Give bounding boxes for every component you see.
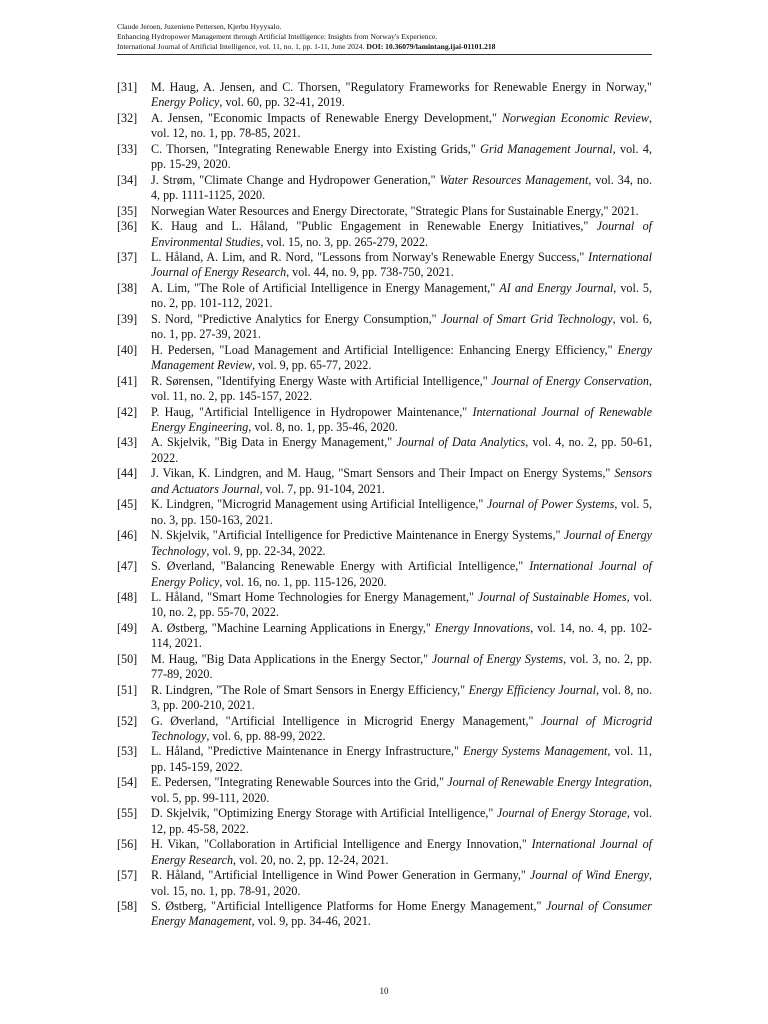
reference-item — [117, 343, 652, 374]
reference-text — [151, 497, 652, 528]
reference-venue: Journal of Energy Systems — [431, 651, 564, 666]
reference-details: , vol. 4, no. 2, pp. 50-61, 2022. — [151, 435, 652, 465]
reference-venue: International Journal of Renewable Energy Engineering — [151, 404, 652, 434]
reference-text — [151, 528, 652, 559]
reference-number: [32] — [117, 110, 138, 125]
reference-venue: Energy Policy — [151, 95, 220, 110]
reference-venue: Energy Efficiency Journal — [468, 682, 596, 697]
reference-item — [117, 374, 652, 405]
reference-venue: Journal of Power Systems — [486, 497, 615, 512]
reference-number: [39] — [117, 311, 138, 326]
reference-text — [151, 219, 652, 250]
reference-item — [117, 528, 652, 559]
reference-details: , vol. 6, no. 1, pp. 27-39, 2021. — [151, 311, 652, 342]
reference-venue: Energy Innovations — [434, 620, 531, 635]
reference-venue: Norwegian Economic Review — [501, 110, 649, 125]
reference-authors-title: C. Thorsen, "Integrating Renewable Energy into Existing Grids," — [151, 141, 481, 156]
reference-text — [151, 837, 652, 868]
reference-number: [47] — [117, 559, 138, 574]
reference-text — [151, 142, 652, 173]
reference-number: [53] — [117, 744, 138, 759]
reference-number: [51] — [117, 682, 138, 697]
reference-venue: Journal of Environmental Studies — [151, 219, 652, 249]
reference-text — [151, 374, 652, 405]
reference-item — [117, 744, 652, 775]
reference-venue: Journal of Wind Energy — [530, 868, 649, 883]
reference-venue: International Journal of Energy Policy — [151, 559, 652, 589]
reference-authors-title: E. Pedersen, "Integrating Renewable Sources into the Grid," — [151, 775, 448, 790]
reference-number: [36] — [117, 219, 138, 234]
reference-details: , vol. 11, pp. 145-159, 2022. — [151, 744, 652, 774]
reference-number: [38] — [117, 280, 138, 295]
reference-item — [117, 250, 652, 281]
reference-number: [54] — [117, 775, 138, 790]
reference-item — [117, 142, 652, 173]
reference-text — [151, 466, 652, 497]
reference-number: [42] — [117, 404, 138, 419]
reference-number: [35] — [117, 203, 138, 218]
reference-text — [151, 683, 652, 714]
reference-text — [151, 281, 652, 312]
reference-venue: Journal of Energy Storage — [496, 806, 627, 821]
reference-number: [41] — [117, 373, 138, 388]
reference-details: , vol. 10, no. 2, pp. 55-70, 2022. — [151, 589, 652, 620]
reference-authors-title: L. Håland, "Predictive Maintenance in Energy Infrastructure," — [151, 744, 464, 759]
reference-authors-title: J. Strøm, "Climate Change and Hydropower Generation," — [151, 172, 440, 187]
reference-item — [117, 899, 652, 930]
reference-text — [151, 590, 652, 621]
reference-text — [151, 435, 652, 466]
reference-venue: Energy Management Review — [151, 342, 652, 373]
reference-details: , vol. 6, pp. 88-99, 2022. — [206, 729, 326, 744]
reference-authors-title: A. Lim, "The Role of Artificial Intelligence in Energy Management," — [151, 280, 500, 295]
reference-details: , vol. 9, pp. 22-34, 2022. — [206, 543, 326, 558]
header-citation — [117, 42, 652, 52]
reference-item — [117, 173, 652, 204]
reference-item — [117, 80, 652, 111]
header-journal: International Journal of Artificial Intelligence, vol. 11, no. 1, pp. 1-11, June 2024. — [117, 42, 365, 51]
reference-venue: Grid Management Journal — [480, 141, 613, 156]
reference-details: , vol. 15, no. 1, pp. 78-91, 2020. — [151, 868, 653, 898]
reference-authors-title: R. Sørensen, "Identifying Energy Waste with Artificial Intelligence," — [151, 373, 492, 388]
reference-text — [151, 343, 652, 374]
reference-venue: International Journal of Energy Research — [151, 837, 652, 867]
reference-details: , vol. 7, pp. 91-104, 2021. — [259, 481, 385, 496]
reference-text — [151, 652, 652, 683]
reference-details: , vol. 5, no. 3, pp. 150-163, 2021. — [151, 497, 652, 527]
reference-venue: Journal of Sustainable Homes — [477, 589, 627, 604]
reference-number: [43] — [117, 435, 138, 450]
reference-authors-title: M. Haug, A. Jensen, and C. Thorsen, "Regulatory Frameworks for Renewable Energy in Norway," — [151, 80, 652, 94]
reference-item — [117, 497, 652, 528]
reference-text — [151, 775, 652, 806]
reference-details: , vol. 12, pp. 45-58, 2022. — [151, 806, 653, 836]
header-title: Enhancing Hydropower Management through Artificial Intelligence: Insights from Norway's Experience. — [117, 32, 438, 41]
reference-details: , vol. 9, pp. 65-77, 2022. — [252, 358, 372, 373]
reference-item — [117, 219, 652, 250]
reference-authors-title: S. Østberg, "Artificial Intelligence Platforms for Home Energy Management," — [151, 899, 547, 914]
reference-text — [151, 250, 652, 281]
reference-details: , vol. 12, no. 1, pp. 78-85, 2021. — [151, 110, 653, 141]
reference-text — [151, 744, 652, 775]
reference-authors-title: K. Lindgren, "Microgrid Management using Artificial Intelligence," — [151, 497, 487, 512]
reference-authors-title: K. Haug and L. Håland, "Public Engagement in Renewable Energy Initiatives," — [151, 219, 597, 234]
reference-authors-title: S. Nord, "Predictive Analytics for Energy Consumption," — [151, 311, 441, 326]
reference-text — [151, 899, 652, 930]
reference-text — [151, 714, 652, 745]
reference-item — [117, 714, 652, 745]
reference-details: , vol. 16, no. 1, pp. 115-126, 2020. — [219, 574, 387, 589]
reference-number: [46] — [117, 528, 138, 543]
reference-authors-title: Norwegian Water Resources and Energy Directorate, "Strategic Plans for Sustainable Energy," 2021. — [151, 203, 639, 218]
reference-text — [151, 806, 652, 837]
page-number: 10 — [379, 986, 389, 996]
reference-number: [45] — [117, 497, 138, 512]
reference-item — [117, 590, 652, 621]
reference-details: , vol. 9, pp. 34-46, 2021. — [251, 914, 371, 929]
reference-details: , vol. 8, no. 3, pp. 200-210, 2021. — [151, 682, 652, 713]
reference-venue: Energy Systems Management — [463, 744, 608, 759]
reference-number: [50] — [117, 651, 138, 666]
reference-authors-title: L. Håland, A. Lim, and R. Nord, "Lessons from Norway's Renewable Energy Success," — [151, 249, 589, 264]
reference-authors-title: A. Østberg, "Machine Learning Applications in Energy," — [151, 620, 435, 635]
reference-item — [117, 775, 652, 806]
reference-details: , vol. 11, no. 2, pp. 145-157, 2022. — [151, 373, 652, 404]
reference-details: , vol. 20, no. 2, pp. 12-24, 2021. — [233, 852, 389, 867]
reference-item — [117, 312, 652, 343]
reference-authors-title: R. Håland, "Artificial Intelligence in Wind Power Generation in Germany," — [151, 868, 531, 883]
reference-venue: Journal of Smart Grid Technology — [440, 311, 613, 326]
reference-item — [117, 621, 652, 652]
reference-number: [37] — [117, 249, 138, 264]
reference-venue: Journal of Energy Conservation — [491, 373, 649, 388]
reference-details: , vol. 60, pp. 32-41, 2019. — [219, 95, 345, 110]
reference-details: , vol. 14, no. 4, pp. 102-114, 2021. — [151, 620, 652, 651]
running-header — [117, 22, 652, 55]
reference-venue: Journal of Microgrid Technology — [151, 713, 653, 744]
reference-item — [117, 466, 652, 497]
reference-details: , vol. 8, no. 1, pp. 35-46, 2020. — [248, 419, 398, 434]
header-authors: Claude Jeroen, Juzeniene Pettersen, Kjerbu Hyyysalo. — [117, 22, 282, 31]
reference-text — [151, 621, 652, 652]
reference-text — [151, 868, 652, 899]
reference-details: , vol. 3, no. 2, pp. 77-89, 2020. — [151, 651, 652, 682]
reference-number: [49] — [117, 620, 138, 635]
reference-venue: Journal of Data Analytics — [396, 435, 526, 450]
reference-authors-title: A. Skjelvik, "Big Data in Energy Management," — [151, 435, 397, 450]
reference-text — [151, 80, 652, 111]
reference-venue: Sensors and Actuators Journal — [151, 466, 652, 496]
header-doi[interactable]: DOI: 10.36079/lamintang.ijai-01101.218 — [366, 42, 496, 51]
reference-text — [151, 559, 652, 590]
reference-item — [117, 652, 652, 683]
reference-venue: International Journal of Energy Research — [151, 249, 652, 280]
reference-venue: Journal of Consumer Energy Management — [151, 899, 652, 929]
reference-item — [117, 806, 652, 837]
reference-details: , vol. 4, pp. 15-29, 2020. — [151, 141, 652, 172]
reference-details: , vol. 34, no. 4, pp. 1111-1125, 2020. — [151, 172, 652, 203]
reference-venue: Water Resources Management — [439, 172, 589, 187]
reference-item — [117, 868, 652, 899]
reference-number: [33] — [117, 141, 138, 156]
reference-item — [117, 559, 652, 590]
reference-authors-title: N. Skjelvik, "Artificial Intelligence for Predictive Maintenance in Energy Systems," — [151, 528, 564, 543]
reference-details: , vol. 5, no. 2, pp. 101-112, 2021. — [151, 280, 653, 311]
reference-item — [117, 405, 652, 436]
reference-number: [40] — [117, 342, 138, 357]
reference-text — [151, 405, 652, 436]
reference-authors-title: A. Jensen, "Economic Impacts of Renewable Energy Development," — [151, 110, 502, 125]
reference-text — [151, 173, 652, 204]
reference-item — [117, 111, 652, 142]
reference-authors-title: L. Håland, "Smart Home Technologies for Energy Management," — [151, 589, 478, 604]
reference-authors-title: S. Øverland, "Balancing Renewable Energy with Artificial Intelligence," — [151, 559, 530, 574]
reference-details: , vol. 5, pp. 99-111, 2020. — [151, 775, 652, 805]
reference-text — [151, 204, 652, 219]
reference-authors-title: H. Vikan, "Collaboration in Artificial Intelligence and Energy Innovation," — [151, 837, 532, 852]
reference-number: [44] — [117, 466, 138, 481]
reference-number: [56] — [117, 837, 138, 852]
reference-authors-title: M. Haug, "Big Data Applications in the Energy Sector," — [151, 651, 432, 666]
reference-item — [117, 281, 652, 312]
reference-number: [55] — [117, 806, 138, 821]
reference-number: [34] — [117, 172, 138, 187]
reference-number: [52] — [117, 713, 138, 728]
reference-authors-title: J. Vikan, K. Lindgren, and M. Haug, "Smart Sensors and Their Impact on Energy Systems," — [151, 466, 615, 481]
reference-text — [151, 111, 652, 142]
reference-details: , vol. 44, no. 9, pp. 738-750, 2021. — [286, 265, 454, 280]
reference-item — [117, 683, 652, 714]
reference-authors-title: D. Skjelvik, "Optimizing Energy Storage with Artificial Intelligence," — [151, 806, 497, 821]
reference-item — [117, 837, 652, 868]
reference-number: [58] — [117, 899, 138, 914]
reference-item — [117, 435, 652, 466]
reference-authors-title: P. Haug, "Artificial Intelligence in Hydropower Maintenance," — [151, 404, 473, 419]
reference-list — [117, 80, 652, 930]
reference-authors-title: R. Lindgren, "The Role of Smart Sensors in Energy Efficiency," — [151, 682, 469, 697]
reference-venue: Journal of Energy Technology — [151, 528, 652, 558]
reference-details: , vol. 15, no. 3, pp. 265-279, 2022. — [260, 234, 429, 249]
reference-text — [151, 312, 652, 343]
reference-number: [31] — [117, 80, 138, 94]
reference-item — [117, 204, 652, 219]
reference-venue: Journal of Renewable Energy Integration — [447, 775, 649, 790]
reference-number: [48] — [117, 589, 138, 604]
reference-number: [57] — [117, 868, 138, 883]
reference-authors-title: H. Pedersen, "Load Management and Artificial Intelligence: Enhancing Energy Efficiency," — [151, 342, 618, 357]
reference-venue: AI and Energy Journal — [499, 280, 614, 295]
reference-authors-title: G. Øverland, "Artificial Intelligence in Microgrid Energy Management," — [151, 713, 541, 728]
